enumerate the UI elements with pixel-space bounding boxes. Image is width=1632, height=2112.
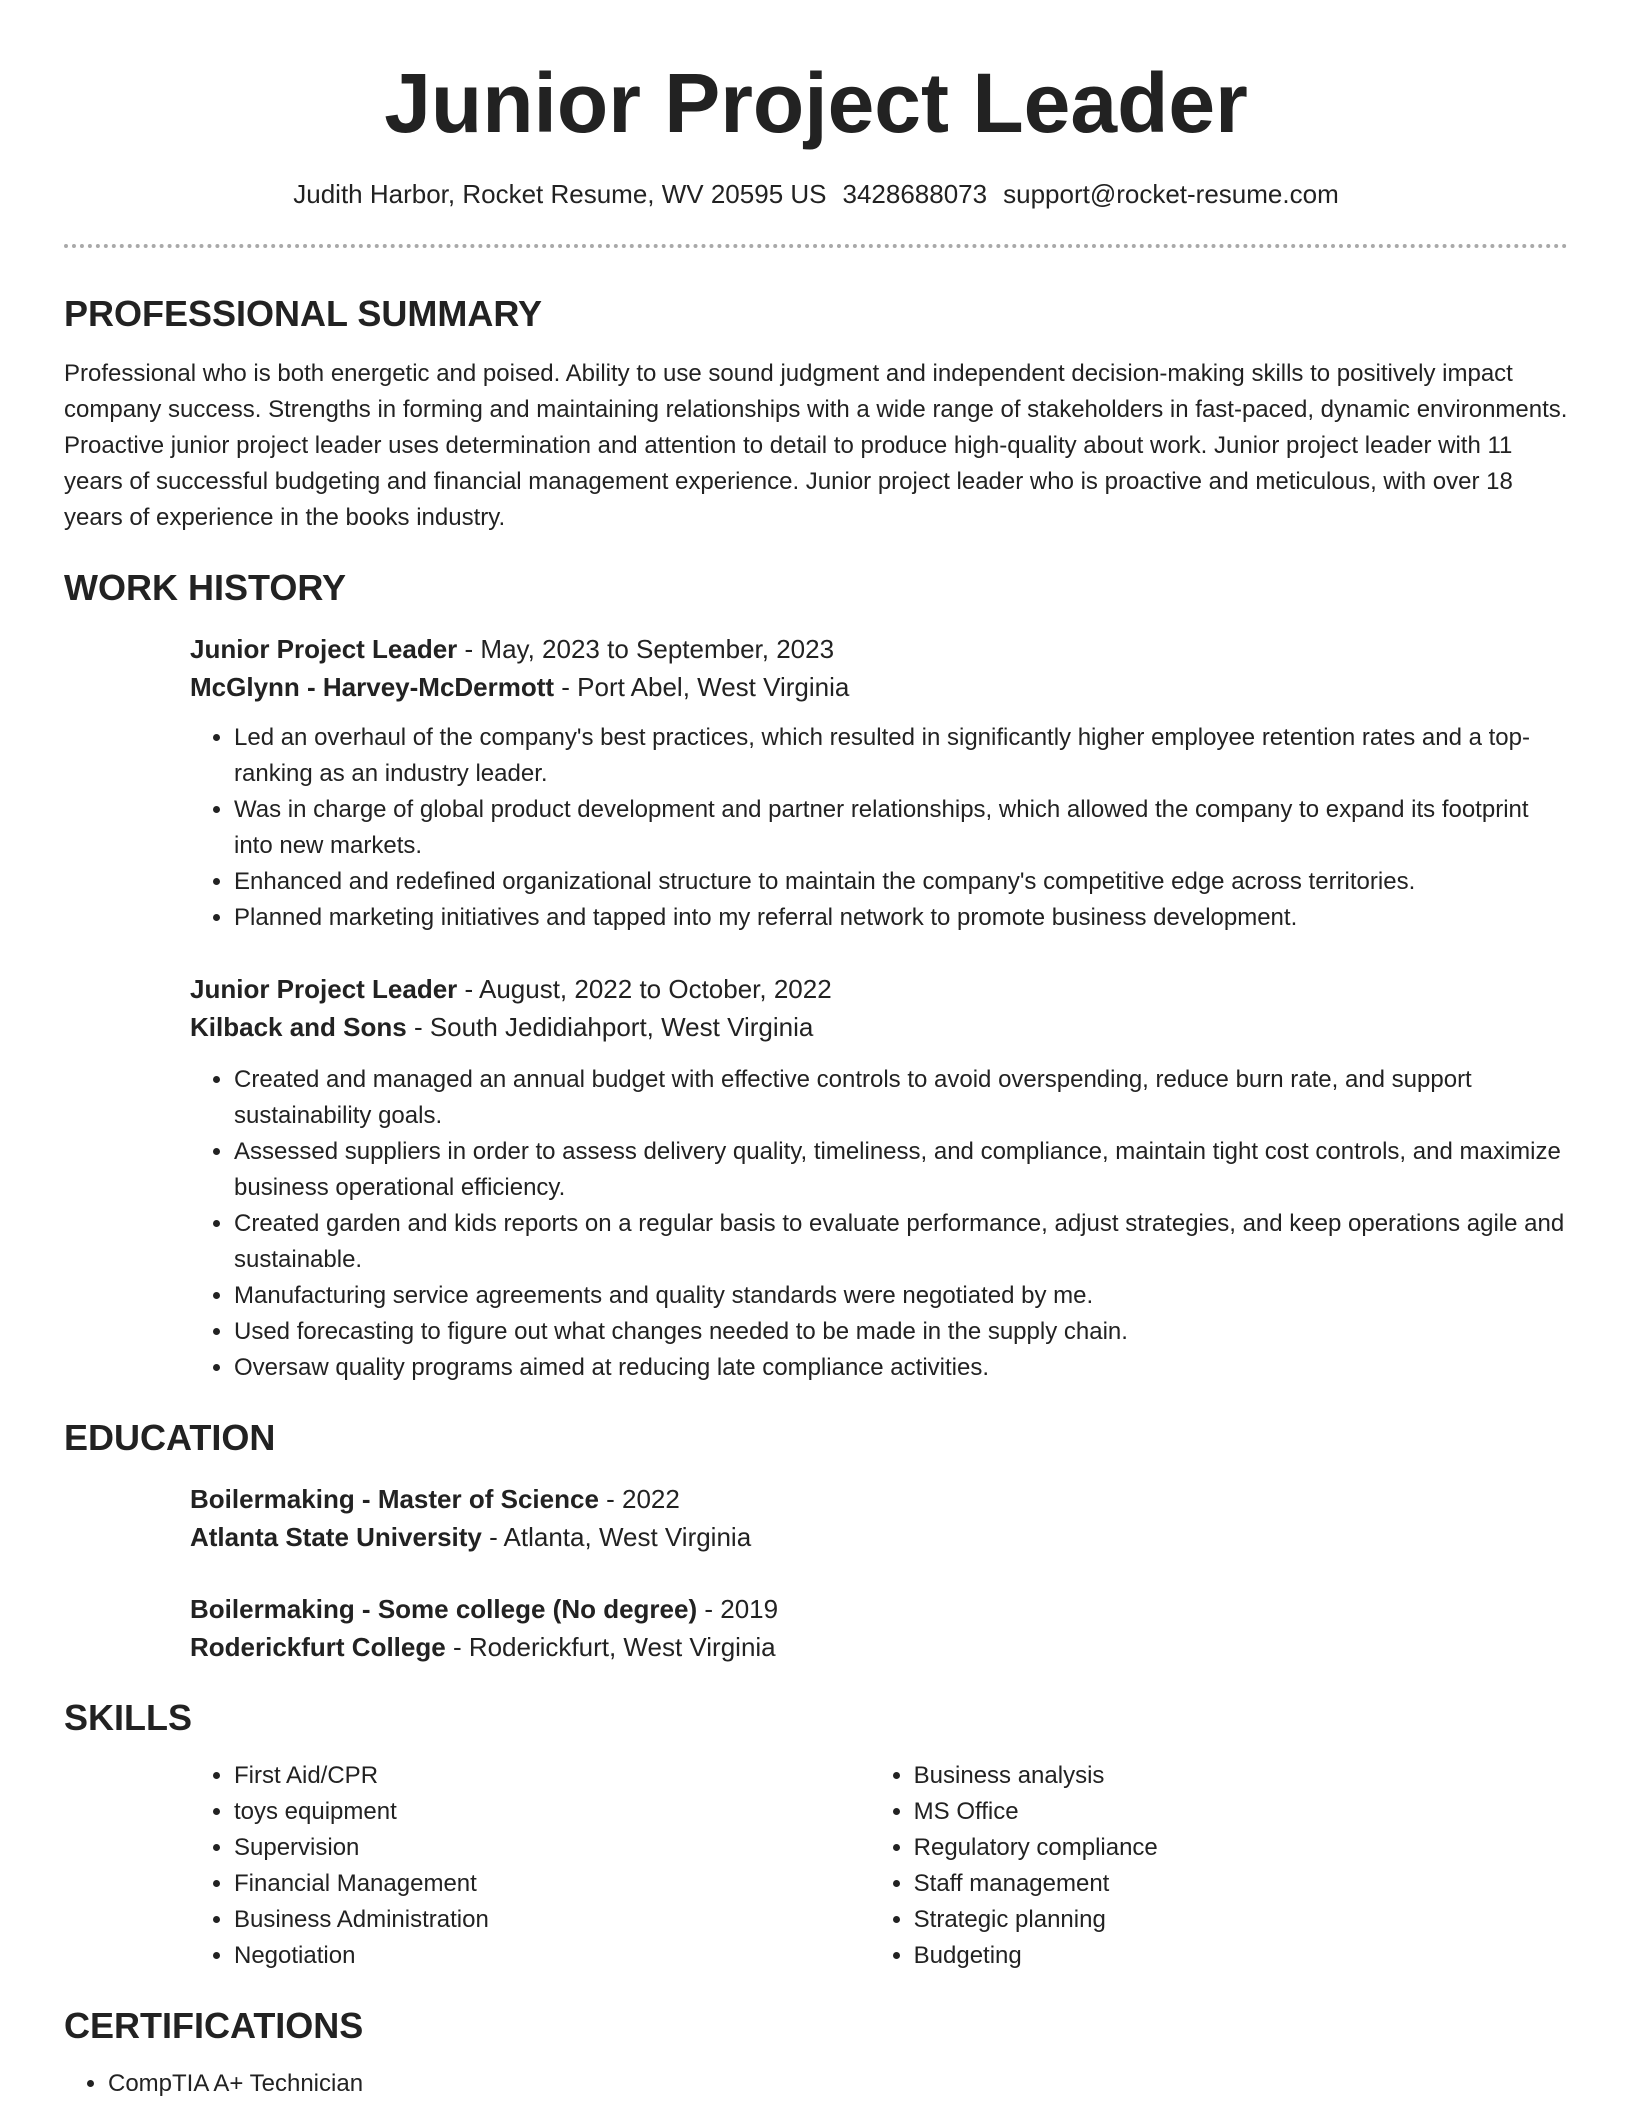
education-location: - Atlanta, West Virginia	[481, 1522, 752, 1552]
education-location: - Roderickfurt, West Virginia	[445, 1632, 776, 1662]
skill-item: • MS Office	[914, 1794, 1568, 1830]
contact-line	[64, 178, 1568, 210]
job-bullet: • Enhanced and redefined organizational structure to maintain the company's competitive edge across territories.	[234, 864, 1568, 900]
section-title-skills: SKILLS	[64, 1697, 193, 1738]
job-title-line	[190, 630, 1568, 668]
summary-text: Professional who is both energetic and poised. Ability to use sound judgment and independent decision-making skills to positively impact company success. Strengths in forming and maintaining relationships with a wide range of stakeholders in fast-paced, dynamic environments. Proactive junior project leader uses determination and attention to detail to produce high-quality about work. Junior project leader with 11 years of successful budgeting and financial management experience. Junior project leader who is proactive and meticulous, with over 18 years of experience in the books industry.	[64, 360, 1568, 531]
job-dates: - May, 2023 to September, 2023	[457, 634, 835, 664]
job-entry	[190, 970, 1568, 1386]
education-entry	[190, 1590, 1568, 1666]
skill-item: • Strategic planning	[914, 1902, 1568, 1938]
job-company-line	[190, 668, 1568, 706]
skill-item: • Business analysis	[914, 1758, 1568, 1794]
section-title-education: EDUCATION	[64, 1417, 276, 1458]
education-school-line	[190, 1518, 1568, 1556]
skill-item: • First Aid/CPR	[234, 1758, 870, 1794]
education-year: - 2022	[598, 1484, 680, 1514]
job-company-line	[190, 1008, 1568, 1046]
education-degree: Boilermaking - Some college (No degree)	[190, 1594, 698, 1624]
job-bullets	[190, 720, 1568, 936]
job-bullet: • Was in charge of global product development and partner relationships, which allowed the company to expand its footprint into new markets.	[234, 792, 1568, 864]
skill-item: • Business Administration	[234, 1902, 870, 1938]
job-bullets	[190, 1062, 1568, 1386]
education-school-line	[190, 1628, 1568, 1666]
education-entry	[190, 1480, 1568, 1556]
job-bullet: • Used forecasting to figure out what changes needed to be made in the supply chain.	[234, 1314, 1568, 1350]
job-entry	[190, 630, 1568, 936]
candidate-name: Junior Project Leader	[384, 56, 1248, 150]
job-bullet: • Oversaw quality programs aimed at reducing late compliance activities.	[234, 1350, 1568, 1386]
education-school: Roderickfurt College	[190, 1632, 446, 1662]
job-role: Junior Project Leader	[190, 634, 458, 664]
job-bullet: • Created and managed an annual budget with effective controls to avoid overspending, reduce burn rate, and support sustainability goals.	[234, 1062, 1568, 1134]
job-bullet: • Created garden and kids reports on a regular basis to evaluate performance, adjust strategies, and keep operations agile and sustainable.	[234, 1206, 1568, 1278]
skill-item: • Regulatory compliance	[914, 1830, 1568, 1866]
job-location: - South Jedidiahport, West Virginia	[406, 1012, 814, 1042]
section-title-work-history: WORK HISTORY	[64, 567, 347, 608]
job-company: McGlynn - Harvey-McDermott	[190, 672, 555, 702]
skills-columns	[190, 1758, 1568, 1974]
job-title-line	[190, 970, 1568, 1008]
job-bullet: • Led an overhaul of the company's best practices, which resulted in significantly higher employee retention rates and a top-ranking as an industry leader.	[234, 720, 1568, 792]
job-bullet: • Manufacturing service agreements and quality standards were negotiated by me.	[234, 1278, 1568, 1314]
section-title-summary: PROFESSIONAL SUMMARY	[64, 293, 543, 334]
skill-item: • Supervision	[234, 1830, 870, 1866]
resume-page	[64, 0, 1568, 2102]
skills-list-right	[870, 1758, 1568, 1974]
job-dates: - August, 2022 to October, 2022	[457, 974, 832, 1004]
contact-email: support@rocket-resume.com	[1003, 179, 1339, 209]
skill-item: • Staff management	[914, 1866, 1568, 1902]
job-role: Junior Project Leader	[190, 974, 458, 1004]
skill-item: • Budgeting	[914, 1938, 1568, 1974]
certification-item: • CompTIA A+ Technician	[108, 2066, 1568, 2102]
education-degree-line	[190, 1590, 1568, 1628]
skill-item: • Financial Management	[234, 1866, 870, 1902]
education-school: Atlanta State University	[190, 1522, 482, 1552]
job-bullet: • Assessed suppliers in order to assess delivery quality, timeliness, and compliance, maintain tight cost controls, and maximize business operational efficiency.	[234, 1134, 1568, 1206]
header-divider	[64, 244, 1568, 248]
job-bullet: • Planned marketing initiatives and tapped into my referral network to promote business development.	[234, 900, 1568, 936]
education-degree-line	[190, 1480, 1568, 1518]
job-company: Kilback and Sons	[190, 1012, 407, 1042]
education-degree: Boilermaking - Master of Science	[190, 1484, 599, 1514]
certifications-list	[64, 2066, 1568, 2102]
skill-item: • Negotiation	[234, 1938, 870, 1974]
education-year: - 2019	[697, 1594, 779, 1624]
skills-list-left	[190, 1758, 870, 1974]
contact-address: Judith Harbor, Rocket Resume, WV 20595 US	[293, 179, 827, 209]
job-location: - Port Abel, West Virginia	[554, 672, 850, 702]
section-title-certifications: CERTIFICATIONS	[64, 2005, 364, 2046]
contact-phone: 3428688073	[842, 179, 988, 209]
skill-item: • toys equipment	[234, 1794, 870, 1830]
